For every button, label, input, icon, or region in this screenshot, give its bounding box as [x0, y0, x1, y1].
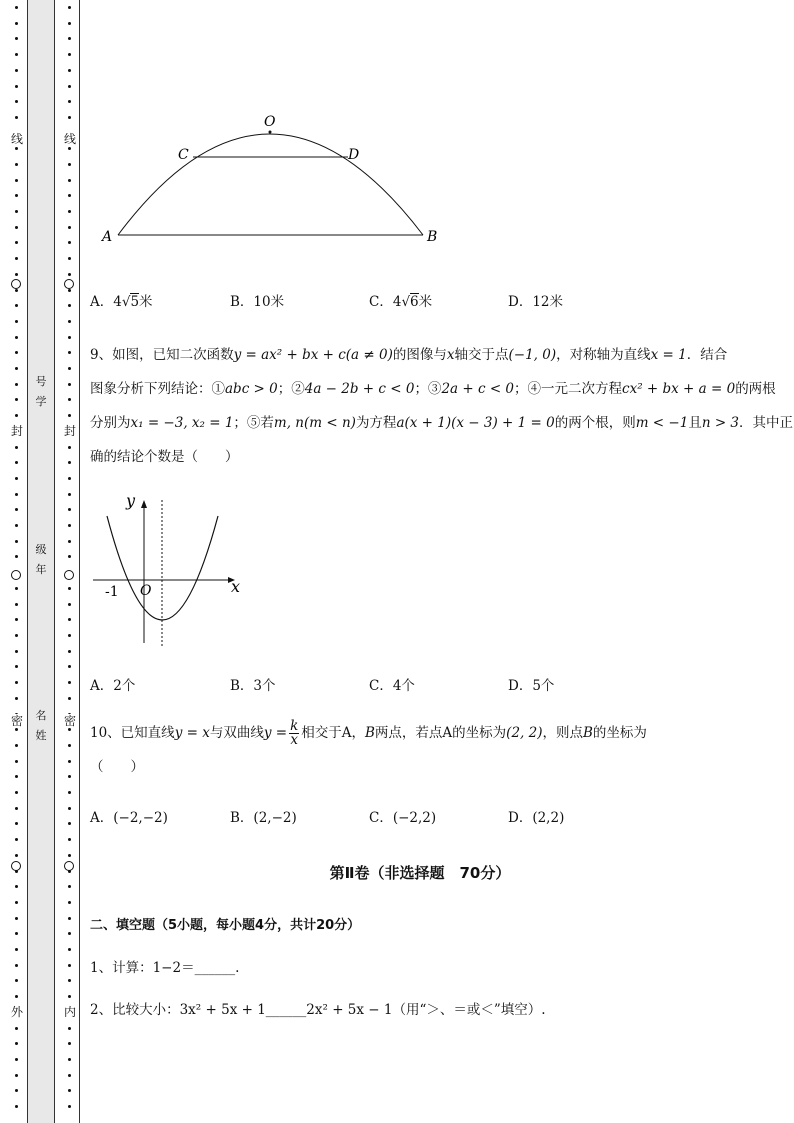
fraction-denominator: x [290, 732, 298, 748]
q10-line-1 [90, 716, 750, 750]
y-axis-arrow-icon [141, 500, 147, 508]
cut-line-dot [68, 587, 71, 590]
cut-line-dot [15, 775, 18, 778]
student-number-label: 号学 [35, 375, 47, 408]
binding-hole-icon [11, 861, 21, 871]
cut-line-dot [15, 320, 18, 323]
cut-line-dot [68, 100, 71, 103]
cut-line-dot [15, 477, 18, 480]
cut-line-dot [68, 446, 71, 449]
cut-line-dot [15, 979, 18, 982]
label-minus-1: -1 [105, 584, 119, 600]
cut-line-dot [15, 838, 18, 841]
binding-hole-icon [64, 861, 74, 871]
cut-line-dot [68, 618, 71, 621]
cut-line-dot [68, 53, 71, 56]
cut-line-dot [15, 6, 18, 9]
option-c[interactable] [369, 806, 436, 826]
q9-formula: 4a − 2b + c < 0 [304, 381, 415, 397]
cut-line-dot [68, 822, 71, 825]
option-text: 3个 [253, 678, 276, 694]
dotted-cut-line-inner [67, 0, 73, 1123]
cut-line-dot [15, 681, 18, 684]
margin-rule [79, 0, 80, 1123]
cut-line-dot [68, 461, 71, 464]
cut-line-dot [15, 1105, 18, 1108]
cut-line-dot [15, 995, 18, 998]
q10-formula: B [582, 725, 593, 741]
q9-formula: 2a + c < 0 [441, 381, 515, 397]
cut-line-dot [15, 932, 18, 935]
fill-question-1 [90, 956, 239, 976]
option-letter: D． [508, 294, 533, 310]
cut-line-dot [15, 854, 18, 857]
cut-line-dot [15, 1058, 18, 1061]
cut-line-dot [68, 508, 71, 511]
q9-text: ．其中正 [739, 415, 794, 431]
fraction [289, 720, 299, 747]
cut-line-dot [68, 885, 71, 888]
cut-line-dot [15, 194, 18, 197]
fraction-numerator: k [290, 718, 299, 734]
seal-char-inner: 内 [63, 1005, 76, 1019]
cut-line-dot [15, 351, 18, 354]
cut-line-dot [15, 336, 18, 339]
cut-line-dot [68, 697, 71, 700]
cut-line-dot [68, 791, 71, 794]
option-radicand: 6 [410, 294, 419, 310]
label-c: C [178, 147, 189, 163]
cut-line-dot [68, 1074, 71, 1077]
cut-line-dot [68, 901, 71, 904]
q10-formula: B [365, 725, 375, 741]
exam-content [90, 0, 794, 1123]
cut-line-dot [68, 1027, 71, 1030]
q9-text: ；② [277, 381, 305, 397]
option-letter: C． [369, 678, 393, 694]
cut-line-dot [15, 791, 18, 794]
cut-line-dot [68, 555, 71, 558]
option-coefficient: 4 [392, 294, 402, 310]
q9-options [90, 674, 750, 694]
cut-line-dot [15, 1089, 18, 1092]
option-a[interactable] [90, 290, 153, 310]
cut-line-dot [68, 414, 71, 417]
cut-line-dot [68, 367, 71, 370]
seal-char-inner: 密 [63, 714, 76, 728]
cut-line-dot [68, 665, 71, 668]
q9-text: ，对称轴为直线 [556, 347, 651, 363]
cut-line-dot [15, 650, 18, 653]
fill2-expression: 3x² + 5x + 1 [179, 1002, 266, 1018]
q9-line-2 [90, 372, 776, 406]
cut-line-dot [15, 22, 18, 25]
q9-text: 且 [688, 415, 702, 431]
cut-line-dot [68, 1105, 71, 1108]
cut-line-dot [68, 257, 71, 260]
option-letter: B． [230, 678, 254, 694]
option-coefficient: 4 [113, 294, 122, 310]
q9-formula: cx² + bx + a = 0 [622, 381, 736, 397]
option-letter: D． [508, 678, 533, 694]
cut-line-dot [68, 163, 71, 166]
cut-line-dot [15, 901, 18, 904]
cut-line-dot [15, 446, 18, 449]
cut-line-dot [68, 728, 71, 731]
name-label: 名姓 [35, 709, 47, 742]
cut-line-dot [68, 273, 71, 276]
cut-line-dot [68, 69, 71, 72]
fill-question-2 [90, 998, 546, 1018]
cut-line-dot [15, 948, 18, 951]
option-d[interactable] [508, 674, 554, 694]
cut-line-dot [15, 257, 18, 260]
binding-hole-icon [11, 570, 21, 580]
option-c[interactable] [369, 674, 415, 694]
grade-label: 级年 [35, 543, 47, 576]
cut-line-dot [15, 917, 18, 920]
answer-blank[interactable]: ______ [265, 1002, 307, 1018]
cut-line-dot [15, 665, 18, 668]
cut-line-dot [15, 461, 18, 464]
cut-line-dot [15, 964, 18, 967]
cut-line-dot [15, 555, 18, 558]
q9-formula: x = 1 [650, 347, 687, 363]
cut-line-dot [15, 398, 18, 401]
cut-line-dot [68, 1042, 71, 1045]
arch-figure [90, 105, 450, 250]
seal-char-inner: 封 [63, 424, 76, 438]
cut-line-dot [68, 147, 71, 150]
cut-line-dot [68, 524, 71, 527]
cut-line-dot [15, 587, 18, 590]
cut-line-dot [15, 744, 18, 747]
cut-line-dot [68, 194, 71, 197]
fill2-text: 2、比较大小： [90, 1002, 180, 1018]
cut-line-dot [68, 854, 71, 857]
cut-line-dot [15, 116, 18, 119]
seal-char-outer: 线 [10, 132, 23, 146]
q9-formula: y = ax² + bx + c(a ≠ 0) [233, 347, 393, 363]
option-text: 12米 [532, 294, 564, 310]
q9-text: ；④一元二次方程 [514, 381, 623, 397]
q9-text: 的图像与 [392, 347, 447, 363]
cut-line-dot [68, 383, 71, 386]
option-b[interactable] [230, 806, 297, 826]
option-text: (2,−2) [253, 810, 297, 826]
cut-line-dot [15, 53, 18, 56]
cut-line-dot [15, 493, 18, 496]
dotted-cut-line-outer [14, 0, 20, 1123]
cut-line-dot [15, 147, 18, 150]
cut-line-dot [15, 603, 18, 606]
binding-margin [0, 0, 85, 1123]
option-a[interactable] [90, 806, 168, 826]
option-text: 2个 [113, 678, 136, 694]
cut-line-dot [68, 6, 71, 9]
option-letter: C． [369, 810, 393, 826]
cut-line-dot [68, 22, 71, 25]
cut-line-dot [68, 493, 71, 496]
cut-line-dot [15, 226, 18, 229]
vertex-point-o [269, 131, 272, 134]
q10-text: 10、已知直线 [90, 725, 175, 741]
cut-line-dot [15, 179, 18, 182]
cut-line-dot [15, 634, 18, 637]
cut-line-dot [68, 398, 71, 401]
q9-text: ．结合 [686, 347, 728, 363]
option-letter: B． [230, 294, 254, 310]
section-2-heading: 二、填空题（5小题，每小题4分，共计20分） [90, 918, 361, 933]
cut-line-dot [15, 618, 18, 621]
option-letter: D． [508, 810, 533, 826]
q9-text: ；⑤若 [233, 415, 274, 431]
option-letter: C． [369, 294, 393, 310]
option-unit: 米 [418, 294, 433, 310]
cut-line-dot [68, 179, 71, 182]
binding-hole-icon [64, 279, 74, 289]
q10-text: 两点，若点A的坐标为 [374, 725, 507, 741]
cut-line-dot [68, 807, 71, 810]
cut-line-dot [15, 1042, 18, 1045]
seal-char-outer: 密 [10, 714, 23, 728]
option-b[interactable] [230, 290, 284, 310]
option-b[interactable] [230, 674, 276, 694]
cut-line-dot [15, 69, 18, 72]
cut-line-dot [15, 304, 18, 307]
cut-line-dot [15, 273, 18, 276]
q9-text: 图象分析下列结论：① [90, 381, 225, 397]
q9-line-4: 确的结论个数是（ ） [90, 449, 239, 465]
label-y: y [126, 491, 136, 510]
option-radicand: 5 [130, 294, 140, 310]
cut-line-dot [15, 210, 18, 213]
option-a[interactable] [90, 674, 135, 694]
fill1-text: . [235, 960, 240, 976]
cut-line-dot [15, 85, 18, 88]
q10-formula: (2, 2) [506, 725, 543, 741]
cut-line-dot [68, 320, 71, 323]
q9-text: 9、如图，已知二次函数 [90, 347, 234, 363]
q10-formula: y = x [174, 725, 210, 741]
cut-line-dot [15, 728, 18, 731]
cut-line-dot [15, 807, 18, 810]
q9-formula: (−1, 0) [508, 347, 557, 363]
q9-formula: a(x + 1)(x − 3) + 1 = 0 [396, 415, 555, 431]
q9-text: 为方程 [355, 415, 397, 431]
arch-curve [118, 134, 423, 235]
q9-line-3 [90, 406, 794, 440]
q10-text: 与双曲线 [209, 725, 264, 741]
cut-line-dot [68, 540, 71, 543]
cut-line-dot [15, 1027, 18, 1030]
binding-hole-icon [64, 570, 74, 580]
cut-line-dot [68, 336, 71, 339]
cut-line-dot [15, 163, 18, 166]
q9-formula: m < −1 [635, 415, 689, 431]
binding-hole-icon [11, 279, 21, 289]
cut-line-dot [15, 885, 18, 888]
cut-line-dot [68, 351, 71, 354]
fill2-text: （用“＞、＝或＜”填空）. [392, 1002, 546, 1018]
cut-line-dot [68, 1089, 71, 1092]
answer-paren: （ ） [90, 759, 144, 775]
option-text: (−2,−2) [113, 810, 168, 826]
seal-char-outer: 封 [10, 424, 23, 438]
q10-formula: y = [263, 725, 288, 741]
cut-line-dot [15, 697, 18, 700]
cut-line-dot [68, 995, 71, 998]
q9-text: 轴交于点 [454, 347, 509, 363]
question-10 [90, 716, 750, 784]
cut-line-dot [68, 226, 71, 229]
cut-line-dot [68, 1058, 71, 1061]
seal-char-outer: 外 [10, 1005, 23, 1019]
option-text: 4个 [392, 678, 415, 694]
q9-text: 的两个根，则 [554, 415, 636, 431]
cut-line-dot [68, 932, 71, 935]
sqrt-icon: √ [401, 294, 411, 310]
cut-line-dot [15, 524, 18, 527]
cut-line-dot [15, 37, 18, 40]
cut-line-dot [68, 681, 71, 684]
q9-formula: m, n(m < n) [273, 415, 356, 431]
q8-options [90, 290, 750, 310]
q9-formula: x [446, 347, 455, 363]
cut-line-dot [68, 634, 71, 637]
cut-line-dot [68, 116, 71, 119]
cut-line-dot [68, 603, 71, 606]
cut-line-dot [68, 775, 71, 778]
cut-line-dot [68, 948, 71, 951]
cut-line-dot [15, 508, 18, 511]
cut-line-dot [68, 744, 71, 747]
q9-text: ；③ [414, 381, 442, 397]
q9-formula: x₁ = −3, x₂ = 1 [130, 415, 234, 431]
q9-line-1 [90, 338, 750, 372]
option-text: (2,2) [532, 810, 565, 826]
answer-blank[interactable]: ______ [194, 960, 236, 976]
cut-line-dot [15, 822, 18, 825]
fill1-text: 1、计算：1−2＝ [90, 960, 195, 976]
cut-line-dot [68, 210, 71, 213]
label-d: D [348, 147, 360, 163]
cut-line-dot [68, 85, 71, 88]
option-text: (−2,2) [392, 810, 437, 826]
cut-line-dot [68, 917, 71, 920]
option-text: 10米 [253, 294, 285, 310]
cut-line-dot [68, 760, 71, 763]
cut-line-dot [15, 100, 18, 103]
option-letter: A． [90, 810, 114, 826]
cut-line-dot [15, 383, 18, 386]
option-text: 5个 [532, 678, 555, 694]
seal-char-inner: 线 [63, 132, 76, 146]
q9-text: 分别为 [90, 415, 131, 431]
cut-line-dot [68, 964, 71, 967]
label-a: A [102, 229, 113, 245]
option-letter: A． [90, 678, 114, 694]
cut-line-dot [68, 241, 71, 244]
cut-line-dot [68, 304, 71, 307]
label-b: B [427, 229, 438, 245]
label-o: O [264, 114, 276, 130]
option-d[interactable] [508, 290, 563, 310]
cut-line-dot [15, 367, 18, 370]
option-d[interactable] [508, 806, 564, 826]
cut-line-dot [68, 650, 71, 653]
cut-line-dot [68, 979, 71, 982]
cut-line-dot [15, 760, 18, 763]
cut-line-dot [15, 241, 18, 244]
label-origin: O [140, 583, 152, 599]
q10-text: 相交于A， [301, 725, 365, 741]
fill2-expression: 2x² + 5x − 1 [306, 1002, 393, 1018]
q9-formula: abc > 0 [225, 381, 278, 397]
cut-line-dot [68, 37, 71, 40]
cut-line-dot [15, 1074, 18, 1077]
parabola-graph [90, 488, 260, 653]
option-c[interactable] [369, 290, 432, 310]
sqrt-icon: √ [121, 294, 131, 310]
cut-line-dot [15, 540, 18, 543]
question-9 [90, 338, 794, 474]
option-unit: 米 [139, 294, 153, 310]
q10-text: 的坐标为 [592, 725, 647, 741]
cut-line-dot [68, 289, 71, 292]
q10-text: ，则点 [542, 725, 583, 741]
option-letter: A． [90, 294, 114, 310]
q9-formula: n > 3 [701, 415, 740, 431]
label-x: x [231, 577, 241, 596]
cut-line-dot [68, 477, 71, 480]
cut-line-dot [15, 414, 18, 417]
option-letter: B． [230, 810, 254, 826]
q10-options [90, 806, 750, 826]
cut-line-dot [68, 838, 71, 841]
cut-line-dot [15, 289, 18, 292]
q9-text: 的两根 [735, 381, 776, 397]
part-2-title: 第Ⅱ卷（非选择题 70分） [329, 864, 511, 882]
